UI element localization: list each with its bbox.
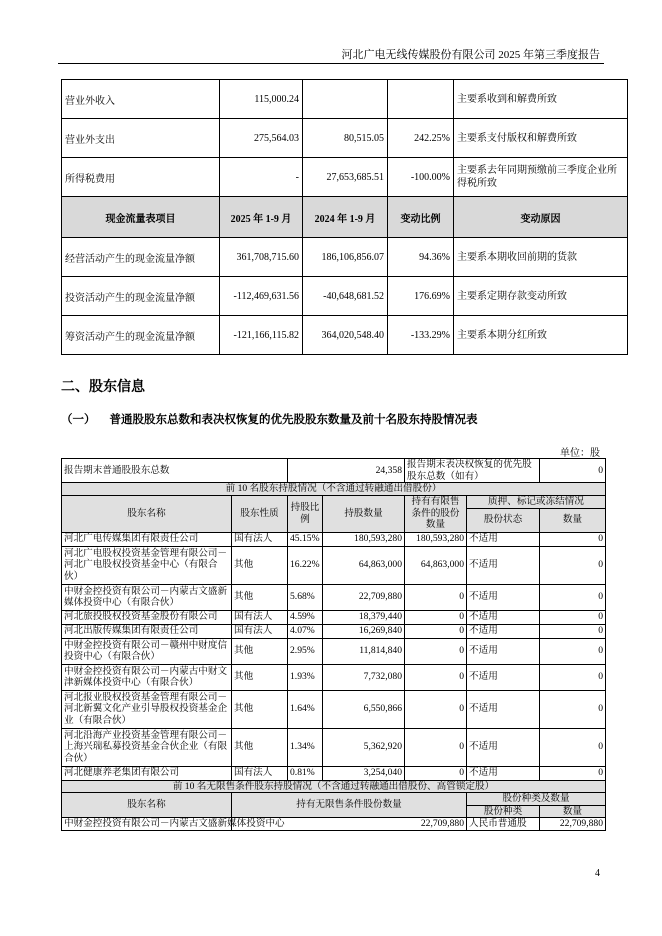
- holder-restricted: 0: [405, 610, 467, 624]
- row-item: 营业外收入: [62, 80, 220, 119]
- holder-qty: 6,550,866: [323, 690, 405, 728]
- value-2024: [303, 80, 388, 119]
- holder-status: 不适用: [467, 664, 540, 690]
- holder-status: 不适用: [467, 532, 540, 546]
- holder-status: 不适用: [467, 584, 540, 610]
- holder-restricted: 0: [405, 664, 467, 690]
- col-qty: 持股数量: [323, 495, 405, 532]
- unrestricted-header-row: [62, 793, 606, 806]
- unrestricted-title-row: [62, 780, 606, 793]
- col-ratio: 持股比例: [288, 495, 323, 532]
- shareholder-row: [62, 638, 606, 664]
- holder-ratio: 2.95%: [288, 638, 323, 664]
- section-title: 二、股东信息: [61, 379, 145, 395]
- holder-nature: 国有法人: [232, 766, 288, 780]
- change-reason: 主要系去年同期预缴前三季度企业所得税所致: [454, 158, 628, 197]
- holder-nature: 其他: [232, 546, 288, 584]
- row-item: 筹资活动产生的现金流量净额: [62, 316, 220, 355]
- change-analysis-table: [61, 79, 628, 355]
- shareholder-row: [62, 610, 606, 624]
- holder-restricted: 0: [405, 766, 467, 780]
- holder-name: 河北健康养老集团有限公司: [62, 766, 232, 780]
- holder-qty: 64,863,000: [323, 546, 405, 584]
- holder-name: 中财金控投资有限公司－内蒙古中财文津新媒体投资中心（有限合伙）: [62, 664, 232, 690]
- col-pledge: 质押、标记或冻结情况: [467, 495, 606, 508]
- top10-header-row: [62, 495, 606, 508]
- unrestricted-row: [62, 818, 606, 831]
- income-row: [62, 80, 628, 119]
- u-col-name: 股东名称: [62, 793, 232, 818]
- change-ratio: 176.69%: [388, 277, 454, 316]
- shareholder-row: [62, 766, 606, 780]
- holder-count: 0: [540, 610, 606, 624]
- shareholder-row: [62, 690, 606, 728]
- holder-count: 0: [540, 766, 606, 780]
- holder-count: 0: [540, 624, 606, 638]
- holder-qty: 5,362,920: [323, 728, 405, 766]
- value-2024: 27,653,685.51: [303, 158, 388, 197]
- shareholder-row: [62, 728, 606, 766]
- value-2025: 115,000.24: [220, 80, 303, 119]
- holder-restricted: 64,863,000: [405, 546, 467, 584]
- row-item: 所得税费用: [62, 158, 220, 197]
- income-row: [62, 158, 628, 197]
- col-status: 股份状态: [467, 508, 540, 532]
- subsection-text: 普通股股东总数和表决权恢复的优先股股东数量及前十名股东持股情况表: [109, 412, 478, 426]
- row-item: 现金流量表项目: [62, 197, 220, 238]
- cash-header-row: [62, 197, 628, 238]
- value-2024: -40,648,681.52: [303, 277, 388, 316]
- holder-nature: 其他: [232, 664, 288, 690]
- top10-title-row: [62, 483, 606, 496]
- change-ratio: 变动比例: [388, 197, 454, 238]
- page-header: [0, 0, 662, 70]
- preferred-holders-value: 0: [540, 459, 606, 483]
- holder-count: 0: [540, 584, 606, 610]
- holder-qty: 11,814,840: [323, 638, 405, 664]
- unit-label: 单位：股: [560, 448, 600, 459]
- holder-status: 不适用: [467, 546, 540, 584]
- holder-status: 不适用: [467, 690, 540, 728]
- value-2024: 186,106,856.07: [303, 238, 388, 277]
- holder-name: 河北广电传媒集团有限责任公司: [62, 532, 232, 546]
- holder-restricted: 0: [405, 638, 467, 664]
- holder-count: 0: [540, 664, 606, 690]
- holder-name: 河北出版传媒集团有限责任公司: [62, 624, 232, 638]
- change-reason: 主要系本期收回前期的货款: [454, 238, 628, 277]
- value-2025: -121,166,115.82: [220, 316, 303, 355]
- change-ratio: -133.29%: [388, 316, 454, 355]
- holder-nature: 国有法人: [232, 610, 288, 624]
- holder-ratio: 1.64%: [288, 690, 323, 728]
- holder-status: 不适用: [467, 624, 540, 638]
- holder-ratio: 4.07%: [288, 624, 323, 638]
- change-ratio: -100.00%: [388, 158, 454, 197]
- value-2025: 2025 年 1-9 月: [220, 197, 303, 238]
- holder-restricted: 180,593,280: [405, 532, 467, 546]
- value-2025: -: [220, 158, 303, 197]
- u-holder-name: 中财金控投资有限公司－内蒙古文盛新媒体投资中心: [62, 818, 232, 831]
- value-2024: 364,020,548.40: [303, 316, 388, 355]
- change-ratio: 94.36%: [388, 238, 454, 277]
- shareholder-row: [62, 624, 606, 638]
- income-row: [62, 119, 628, 158]
- u-holder-count: 22,709,880: [540, 818, 606, 831]
- holder-ratio: 1.34%: [288, 728, 323, 766]
- holder-restricted: 0: [405, 584, 467, 610]
- cash-row: [62, 277, 628, 316]
- preferred-holders-label: 报告期末表决权恢复的优先股股东总数（如有）: [405, 459, 540, 483]
- holder-status: 不适用: [467, 728, 540, 766]
- holder-name: 河北报业股权投资基金管理有限公司－河北新翼文化产业引导股权投资基金企业（有限合伙）: [62, 690, 232, 728]
- col-restricted: 持有有限售条件的股份数量: [405, 495, 467, 532]
- holder-ratio: 5.68%: [288, 584, 323, 610]
- value-2025: 361,708,715.60: [220, 238, 303, 277]
- unrestricted-title: 前 10 名无限售条件股东持股情况（不含通过转融通出借股份、高管锁定股）: [62, 780, 606, 793]
- holder-ratio: 16.22%: [288, 546, 323, 584]
- change-reason: 主要系支付版权和解费所致: [454, 119, 628, 158]
- value-2024: 2024 年 1-9 月: [303, 197, 388, 238]
- subsection-title: [61, 411, 478, 427]
- holder-ratio: 1.93%: [288, 664, 323, 690]
- total-holders-label: 报告期末普通股股东总数: [62, 459, 288, 483]
- holder-nature: 其他: [232, 638, 288, 664]
- holder-nature: 其他: [232, 690, 288, 728]
- report-title: 河北广电无线传媒股份有限公司 2025 年第三季度报告: [341, 49, 600, 61]
- cash-row: [62, 316, 628, 355]
- holder-status: 不适用: [467, 638, 540, 664]
- col-nature: 股东性质: [232, 495, 288, 532]
- holder-restricted: 0: [405, 624, 467, 638]
- holder-name: 河北沿海产业投资基金管理有限公司－上海兴瑞私募投资基金合伙企业（有限合伙）: [62, 728, 232, 766]
- u-col-qty: 持有无限售条件股份数量: [232, 793, 467, 818]
- value-2025: 275,564.03: [220, 119, 303, 158]
- holder-count: 0: [540, 532, 606, 546]
- u-col-count: 数量: [540, 805, 606, 818]
- change-reason: 主要系收到和解费所致: [454, 80, 628, 119]
- holder-ratio: 0.81%: [288, 766, 323, 780]
- cash-row: [62, 238, 628, 277]
- u-holder-kind: 人民币普通股: [467, 818, 540, 831]
- holder-ratio: 4.59%: [288, 610, 323, 624]
- holder-name: 中财金控投资有限公司－内蒙古文盛新媒体投资中心（有限合伙）: [62, 584, 232, 610]
- holder-qty: 16,269,840: [323, 624, 405, 638]
- shareholder-row: [62, 546, 606, 584]
- row-item: 营业外支出: [62, 119, 220, 158]
- holder-qty: 180,593,280: [323, 532, 405, 546]
- shareholder-row: [62, 664, 606, 690]
- change-reason: 主要系定期存款变动所致: [454, 277, 628, 316]
- change-reason: 主要系本期分红所致: [454, 316, 628, 355]
- u-holder-qty: 22,709,880: [232, 818, 467, 831]
- shareholder-row: [62, 584, 606, 610]
- page-number: 4: [595, 868, 600, 879]
- value-2024: 80,515.05: [303, 119, 388, 158]
- holder-nature: 其他: [232, 728, 288, 766]
- u-col-kind-qty: 股份种类及数量: [467, 793, 606, 806]
- total-holders-value: 24,358: [288, 459, 405, 483]
- col-count: 数量: [540, 508, 606, 532]
- holder-count: 0: [540, 728, 606, 766]
- summary-row: [62, 459, 606, 483]
- holder-restricted: 0: [405, 728, 467, 766]
- holder-status: 不适用: [467, 766, 540, 780]
- holder-count: 0: [540, 638, 606, 664]
- holder-qty: 3,254,040: [323, 766, 405, 780]
- row-item: 投资活动产生的现金流量净额: [62, 277, 220, 316]
- u-col-kind: 股份种类: [467, 805, 540, 818]
- holder-nature: 国有法人: [232, 532, 288, 546]
- holder-qty: 22,709,880: [323, 584, 405, 610]
- holder-restricted: 0: [405, 690, 467, 728]
- holder-nature: 其他: [232, 584, 288, 610]
- holder-status: 不适用: [467, 610, 540, 624]
- holder-qty: 7,732,080: [323, 664, 405, 690]
- shareholder-row: [62, 532, 606, 546]
- change-ratio: [388, 80, 454, 119]
- holder-count: 0: [540, 690, 606, 728]
- holder-name: 河北广电股权投资基金管理有限公司－河北广电股权投资基金中心（有限合伙）: [62, 546, 232, 584]
- holder-qty: 18,379,440: [323, 610, 405, 624]
- row-item: 经营活动产生的现金流量净额: [62, 238, 220, 277]
- subsection-number: （一）: [61, 412, 96, 426]
- col-name: 股东名称: [62, 495, 232, 532]
- holder-name: 中财金控投资有限公司－赣州中财度信投资中心（有限合伙）: [62, 638, 232, 664]
- top10-title: 前 10 名股东持股情况（不含通过转融通出借股份）: [62, 483, 606, 496]
- header-divider: [58, 63, 604, 64]
- holder-ratio: 45.15%: [288, 532, 323, 546]
- holder-name: 河北旅投股权投资基金股份有限公司: [62, 610, 232, 624]
- holder-count: 0: [540, 546, 606, 584]
- holder-nature: 国有法人: [232, 624, 288, 638]
- change-reason: 变动原因: [454, 197, 628, 238]
- change-ratio: 242.25%: [388, 119, 454, 158]
- value-2025: -112,469,631.56: [220, 277, 303, 316]
- shareholder-table: [61, 458, 606, 831]
